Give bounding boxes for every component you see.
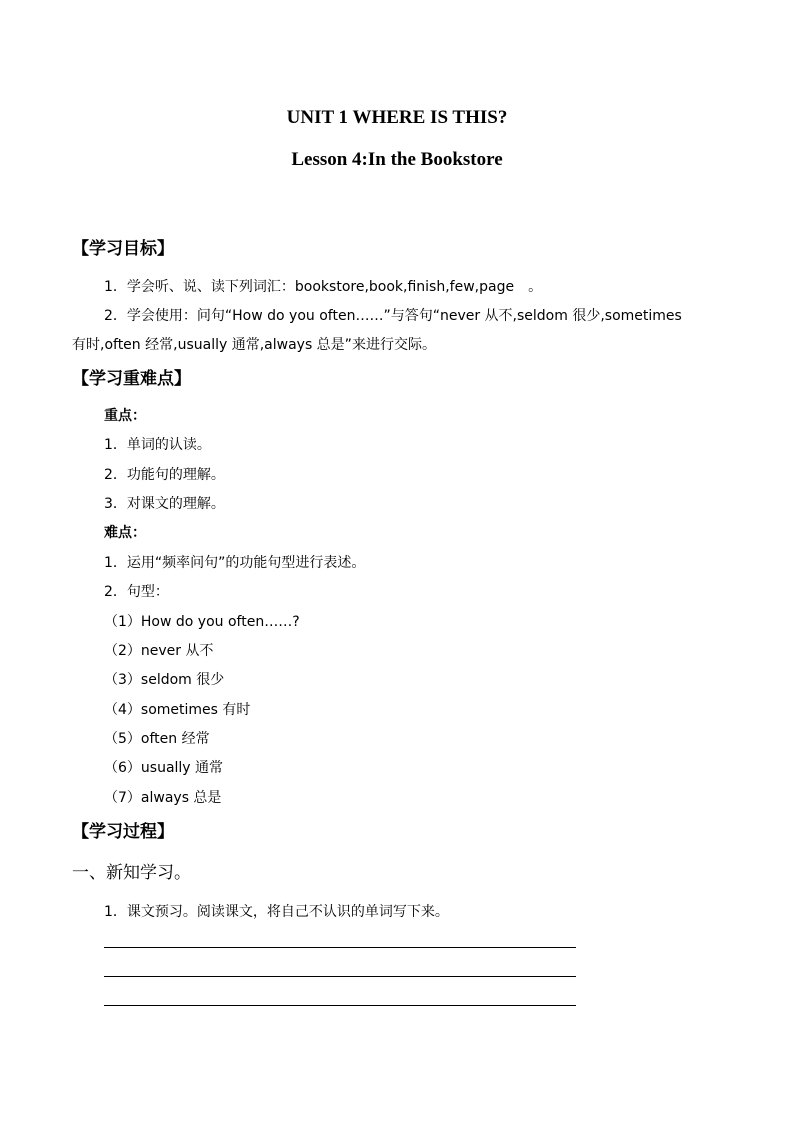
objective-item-1: 1．学会听、说、读下列词汇：bookstore,book,finish,few,page 。: [104, 279, 543, 295]
pattern-7: （7）always 总是: [104, 790, 222, 806]
difficult-label: 难点：: [104, 525, 146, 541]
answer-line-1[interactable]: [104, 947, 576, 948]
focus-item-3: 3．对课文的理解。: [104, 496, 225, 512]
pattern-3: （3）seldom 很少: [104, 672, 225, 688]
process-heading: 【学习过程】: [72, 822, 174, 842]
focus-item-2: 2．功能句的理解。: [104, 467, 225, 483]
part1-heading: 一、新知学习。: [72, 863, 191, 883]
keypoints-heading: 【学习重难点】: [72, 369, 191, 389]
focus-item-1: 1．单词的认读。: [104, 437, 211, 453]
objectives-heading: 【学习目标】: [72, 239, 174, 259]
focus-label: 重点：: [104, 408, 146, 424]
difficult-item-2: 2．句型：: [104, 584, 169, 600]
pattern-4: （4）sometimes 有时: [104, 702, 251, 718]
pattern-2: （2）never 从不: [104, 643, 214, 659]
answer-line-2[interactable]: [104, 976, 576, 977]
objective-item-2: 2．学会使用：问句“How do you often……”与答句“never 从不,seldom 很少,sometimes: [104, 308, 682, 324]
task1-text: 1．课文预习。阅读课文，将自己不认识的单词写下来。: [104, 904, 449, 920]
pattern-6: （6）usually 通常: [104, 760, 224, 776]
lesson-title: Lesson 4:In the Bookstore: [291, 149, 503, 170]
answer-line-3[interactable]: [104, 1005, 576, 1006]
objective-item-2-cont: 有时,often 经常,usually 通常,always 总是”来进行交际。: [72, 337, 436, 353]
pattern-5: （5）often 经常: [104, 731, 210, 747]
unit-title: UNIT 1 WHERE IS THIS?: [286, 107, 508, 128]
difficult-item-1: 1．运用“频率问句”的功能句型进行表述。: [104, 555, 366, 571]
pattern-1: （1）How do you often……?: [104, 614, 300, 630]
